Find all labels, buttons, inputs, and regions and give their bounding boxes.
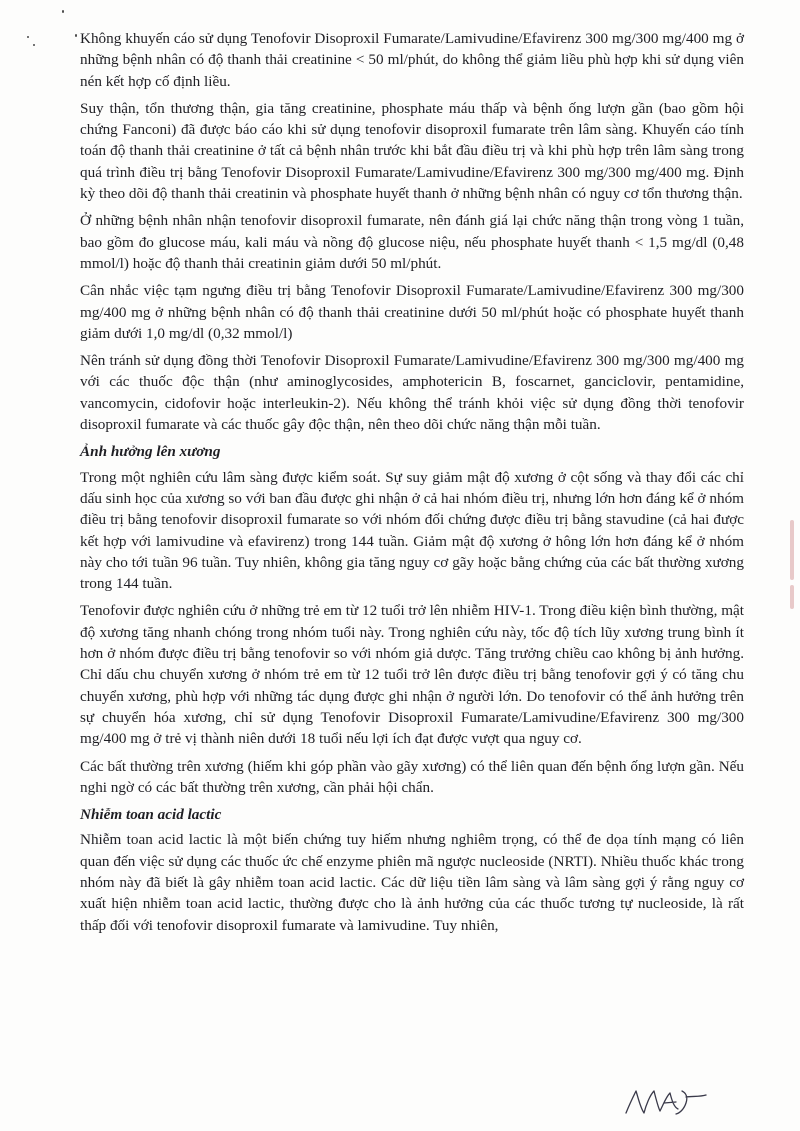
handwritten-initials-signature — [620, 1083, 730, 1121]
scan-speck — [75, 34, 77, 37]
paragraph: Không khuyến cáo sử dụng Tenofovir Disoproxil Fumarate/Lamivudine/Efavirenz 300 mg/300 mg/400 mg ở những bệnh nhân có độ thanh thải creatinine < 50 ml/phút, do không thể giảm liều phù hợp khi sử dụng viên nén kết hợp cố định liều. — [80, 30, 744, 90]
paragraph: Trong một nghiên cứu lâm sàng được kiểm soát. Sự suy giảm mật độ xương ở cột sống và thay đổi các chỉ dấu sinh học của xương so với ban đầu được ghi nhận ở cả hai nhóm điều trị, nhưng lớn hơn đáng kể ở nhóm điều trị bằng tenofovir disoproxil fumarate so với nhóm đối chứng được điều trị bằng stavudine (cả hai được kết hợp với lamivudine và efavirenz) trong 144 tuần. Giảm mật độ xương ở hông lớn hơn đáng kể ở nhóm này cho tới tuần 96 tuần. Tuy nhiên, không gia tăng nguy cơ gãy hoặc bằng chứng của các bất thường xương trong 144 tuần. — [80, 468, 744, 593]
paragraph: Suy thận, tổn thương thận, gia tăng creatinine, phosphate máu thấp và bệnh ống lượn gần (bao gồm hội chứng Fanconi) đã được báo cáo khi sử dụng tenofovir disoproxil fumarate trên lâm sàng. Khuyến cáo tính toán độ thanh thải creatinine ở tất cả bệnh nhân trước khi bắt đầu điều trị và khi phù hợp trên lâm sàng trong quá trình điều trị bằng Tenofovir Disoproxil Fumarate/Lamivudine/Efavirenz 300 mg/300 mg/400 mg. Định kỳ theo dõi độ thanh thải creatinin và phosphate huyết thanh ở những bệnh nhân có nguy cơ tổn thương thận. — [80, 99, 744, 203]
paragraph: Cân nhắc việc tạm ngưng điều trị bằng Tenofovir Disoproxil Fumarate/Lamivudine/Efavirenz 300 mg/300 mg/400 mg ở những bệnh nhân có độ thanh thải creatinine dưới 50 ml/phút hoặc có phosphate huyết thanh giảm dưới 1,0 mg/dl (0,32 mmol/l) — [80, 282, 744, 342]
paragraph: Nên tránh sử dụng đồng thời Tenofovir Disoproxil Fumarate/Lamivudine/Efavirenz 300 mg/300 mg/400 mg với các thuốc độc thận (như aminoglycosides, amphotericin B, foscarnet, ganciclovir, pentamidine, vancomycin, cidofovir hoặc interleukin-2). Nếu không thể tránh khỏi việc sử dụng đồng thời tenofovir disoproxil fumarate và các thuốc gây độc thận, nên theo dõi chức năng thận mỗi tuần. — [80, 352, 744, 434]
scan-edge-mark — [790, 520, 794, 580]
paragraph: Ở những bệnh nhân nhận tenofovir disoproxil fumarate, nên đánh giá lại chức năng thận trong vòng 1 tuần, bao gồm đo glucose máu, kali máu và nồng độ glucose niệu, nếu phosphate huyết thanh < 1,5 mg/dl (0,48 mmol/l) hoặc độ thanh thải creatinin giảm dưới 50 ml/phút. — [80, 212, 744, 272]
scan-speck — [33, 44, 35, 46]
scan-speck — [27, 36, 29, 38]
paragraph: Nhiễm toan acid lactic là một biến chứng tuy hiếm nhưng nghiêm trọng, có thể đe dọa tính mạng có liên quan đến việc sử dụng các thuốc ức chế enzyme phiên mã ngược nucleoside (NRTI). Nhiều thuốc khác trong nhóm này đã biết là gây nhiễm toan acid lactic. Các dữ liệu tiền lâm sàng và lâm sàng gợi ý rằng nguy cơ xuất hiện nhiễm toan acid lactic, thường được cho là ảnh hưởng của các thuốc tương tự nucleoside, là rất thấp đối với tenofovir disoproxil fumarate và lamivudine. Tuy nhiên, — [80, 831, 744, 934]
paragraph: Các bất thường trên xương (hiếm khi góp phần vào gãy xương) có thể liên quan đến bệnh ống lượn gần. Nếu nghi ngờ có các bất thường trên xương, cần phải hội chẩn. — [80, 757, 744, 796]
section-heading-lactic-acidosis: Nhiễm toan acid lactic — [80, 806, 222, 824]
scan-speck — [62, 10, 64, 13]
document-body — [80, 28, 744, 942]
paragraph: Tenofovir được nghiên cứu ở những trẻ em từ 12 tuổi trở lên nhiễm HIV-1. Trong điều kiện bình thường, mật độ xương tăng nhanh chóng trong nhóm tuổi này. Trong nghiên cứu này, tốc độ tích lũy xương trung bình ít hơn ở nhóm được điều trị bằng tenofovir so với nhóm giả dược. Tăng trưởng chiều cao không bị ảnh hưởng. Chỉ dấu chu chuyển xương ở nhóm trẻ em từ 12 tuổi trở lên được điều trị bằng tenofovir gợi ý có tăng chu chuyển xương, phù hợp với những tác dụng được ghi nhận ở người lớn. Do tenofovir có thể ảnh hưởng trên sự chuyển hóa xương, chỉ sử dụng Tenofovir Disoproxil Fumarate/Lamivudine/Efavirenz 300 mg/300 mg/400 mg ở trẻ vị thành niên dưới 18 tuổi nếu lợi ích đạt được vượt qua nguy cơ. — [80, 602, 744, 748]
scan-edge-mark — [790, 585, 794, 609]
section-heading-bone: Ảnh hưởng lên xương — [80, 443, 221, 461]
